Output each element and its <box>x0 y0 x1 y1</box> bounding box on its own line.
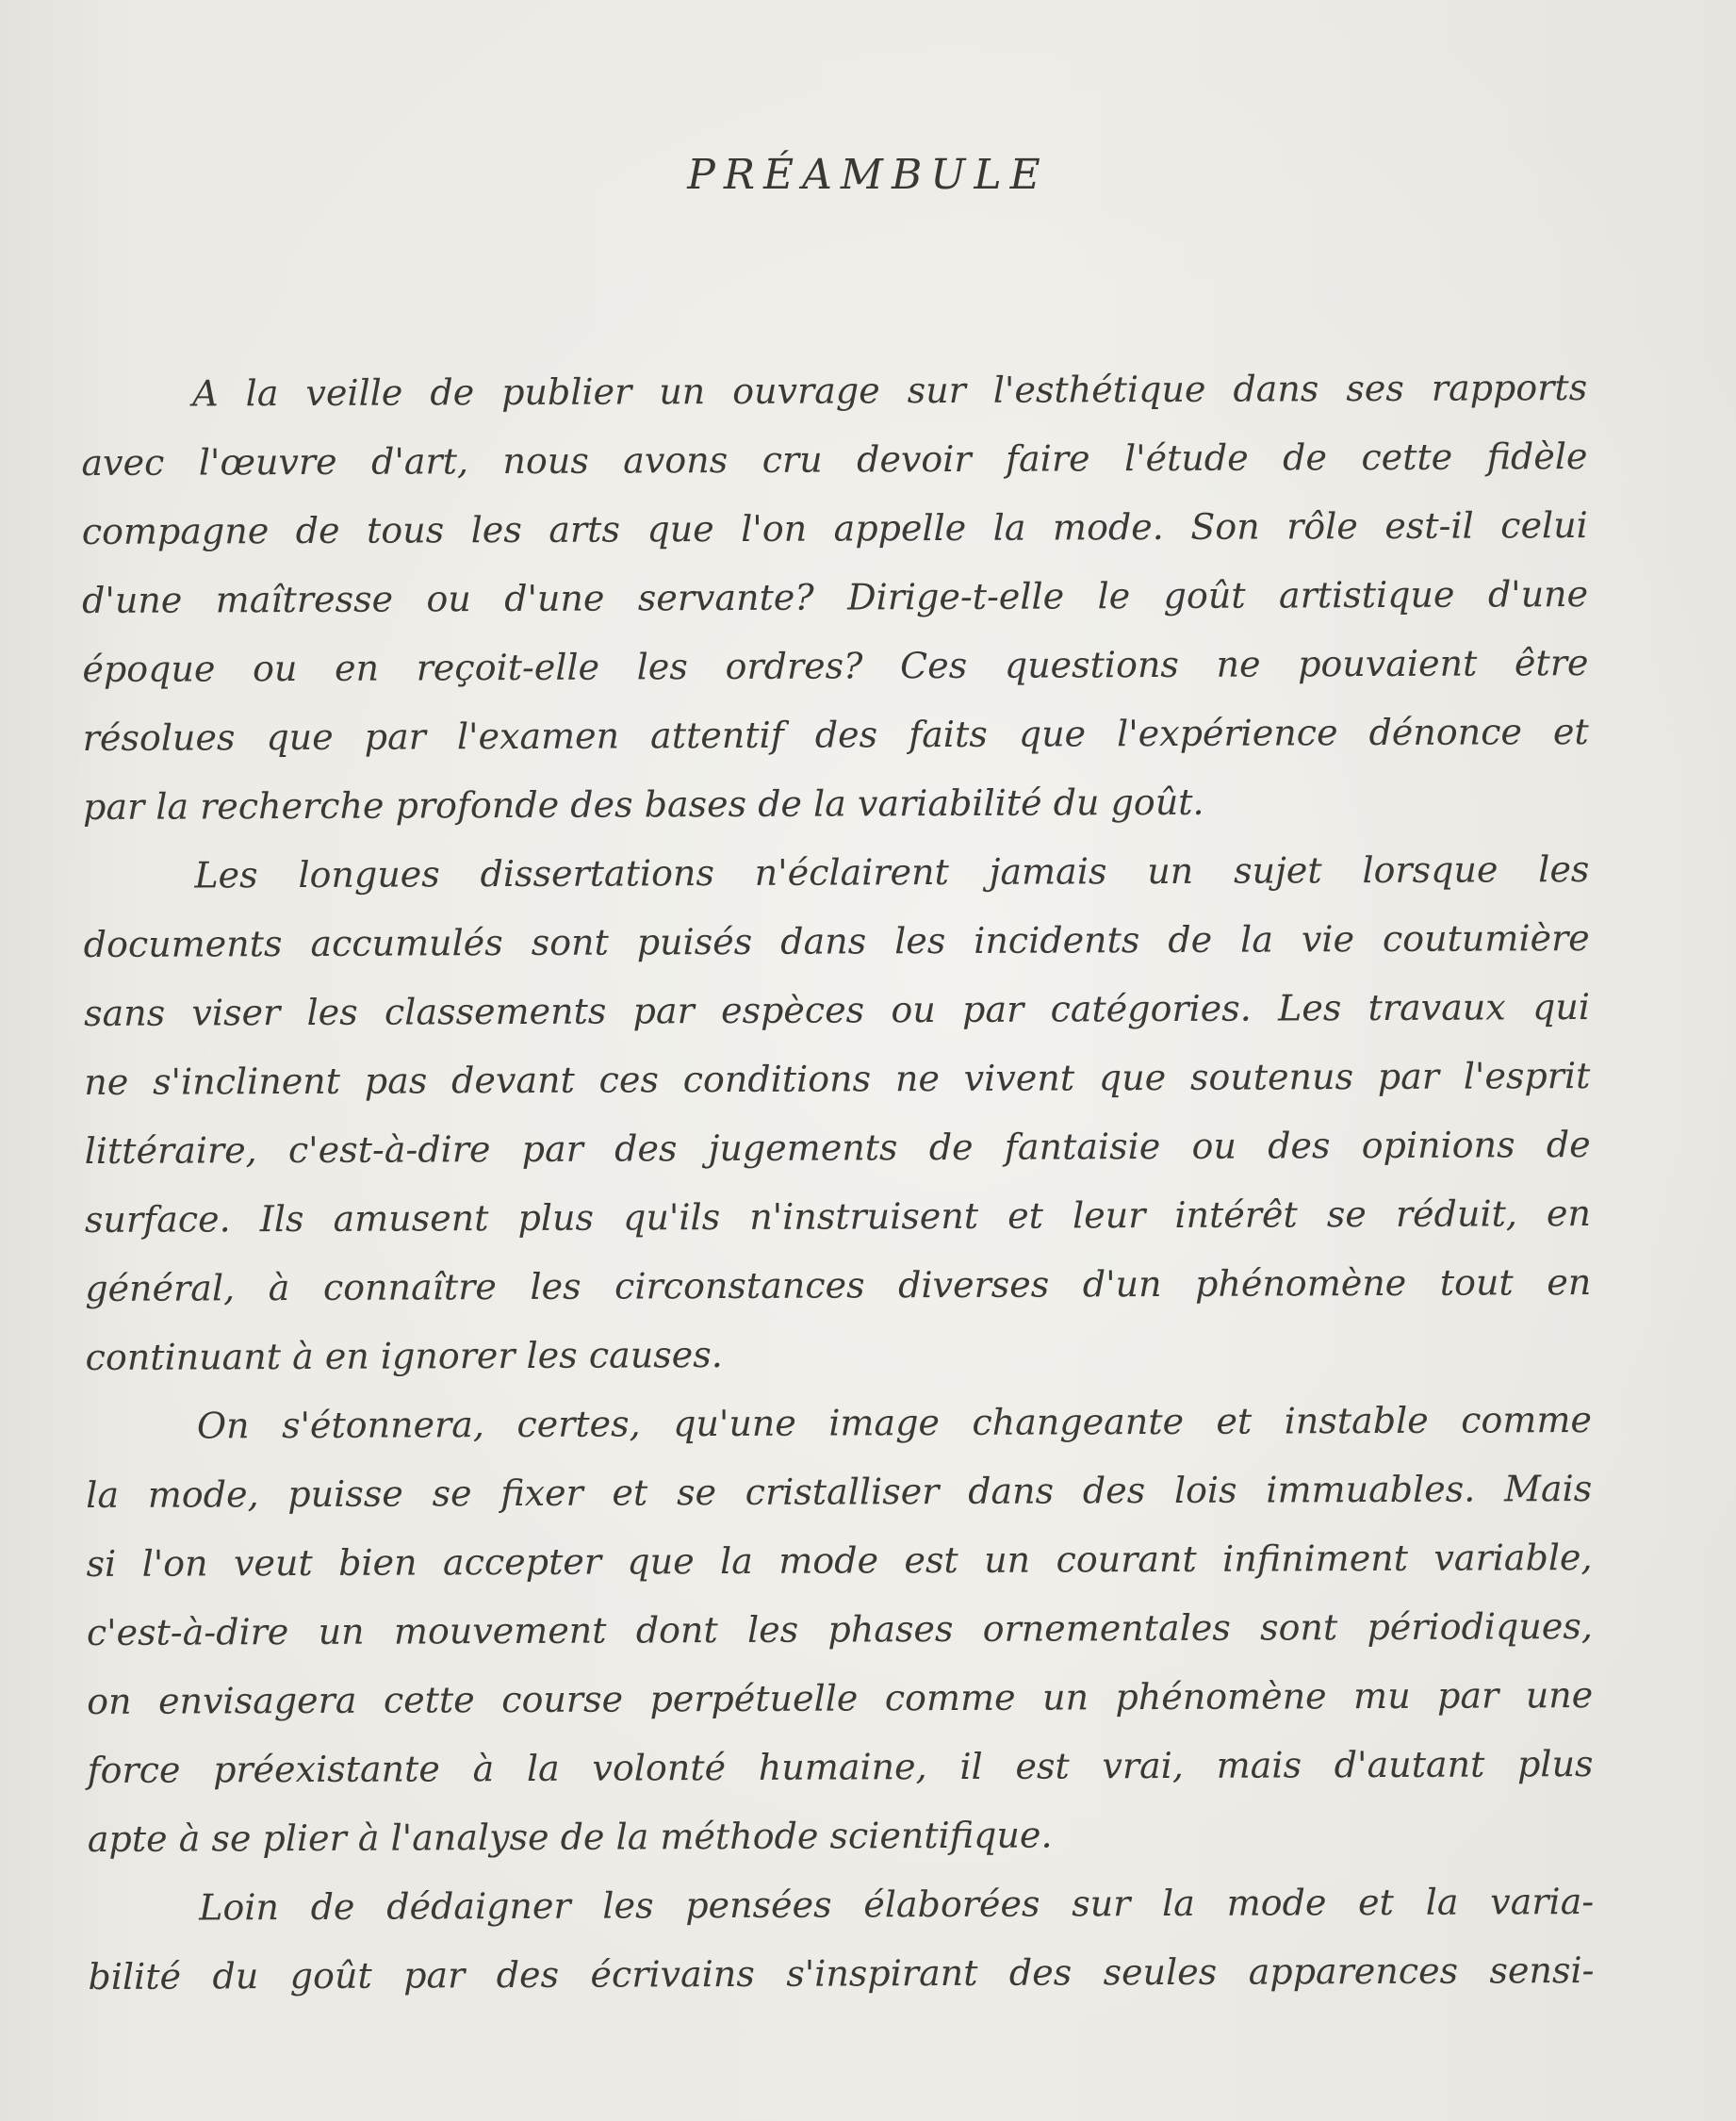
text-line: d'une maîtresse ou d'une servante? Dirige-t-elle le goût artistique d'une <box>82 573 1589 621</box>
body-text <box>81 354 1595 2012</box>
text-line: compagne de tous les arts que l'on appelle la mode. Son rôle est-il celui <box>81 504 1588 552</box>
text-line: époque ou en reçoit-elle les ordres? Ces questions ne pouvaient être <box>82 642 1589 690</box>
text-line: littéraire, c'est-à-dire par des jugements de fantaisie ou des opinions de <box>84 1124 1591 1172</box>
text-line: force préexistante à la volonté humaine, il est vrai, mais d'autant plus <box>87 1743 1594 1791</box>
text-line: par la recherche profonde des bases de la variabilité du goût. <box>82 781 1204 828</box>
text-line: surface. Ils amusent plus qu'ils n'instruisent et leur intérêt se réduit, en <box>84 1192 1592 1241</box>
page-title: PRÉAMBULE <box>687 151 1049 199</box>
paragraph-3 <box>86 1386 1594 1874</box>
text-line: On s'étonnera, certes, qu'une image changeante et instable comme <box>196 1399 1593 1447</box>
paragraph-4 <box>88 1867 1595 2012</box>
text-line: Loin de dédaigner les pensées élaborées sur la mode et la varia- <box>199 1881 1595 1929</box>
text-line: documents accumulés sont puisés dans les incidents de la vie coutumière <box>83 917 1590 965</box>
paragraph-2 <box>83 835 1592 1392</box>
text-line: la mode, puisse se fixer et se cristalliser dans des lois immuables. Mais <box>86 1468 1593 1516</box>
text-line: continuant à en ignorer les causes. <box>85 1334 723 1378</box>
text-line: sans viser les classements par espèces ou par catégories. Les travaux qui <box>83 986 1591 1034</box>
text-line: général, à connaître les circonstances diverses d'un phénomène tout en <box>85 1261 1592 1309</box>
text-line: Les longues dissertations n'éclairent jamais un sujet lorsque les <box>194 848 1590 896</box>
text-line: ne s'inclinent pas devant ces conditions ne vivent que soutenus par l'esprit <box>84 1055 1591 1103</box>
text-line: on envisagera cette course perpétuelle comme un phénomène mu par une <box>87 1674 1594 1722</box>
paragraph-1 <box>81 354 1589 842</box>
text-line: résolues que par l'examen attentif des faits que l'expérience dénonce et <box>82 711 1589 759</box>
text-line: avec l'œuvre d'art, nous avons cru devoir faire l'étude de cette fidèle <box>81 436 1588 484</box>
text-line: si l'on veut bien accepter que la mode est un courant infiniment variable, <box>86 1537 1593 1585</box>
text-line: c'est-à-dire un mouvement dont les phases ornementales sont périodiques, <box>86 1605 1593 1653</box>
text-line: A la veille de publier un ouvrage sur l'esthétique dans ses rapports <box>192 367 1588 415</box>
text-line: apte à se plier à l'analyse de la méthode scientifique. <box>87 1814 1053 1860</box>
text-line: bilité du goût par des écrivains s'inspirant des seules apparences sensi- <box>88 1949 1595 1998</box>
